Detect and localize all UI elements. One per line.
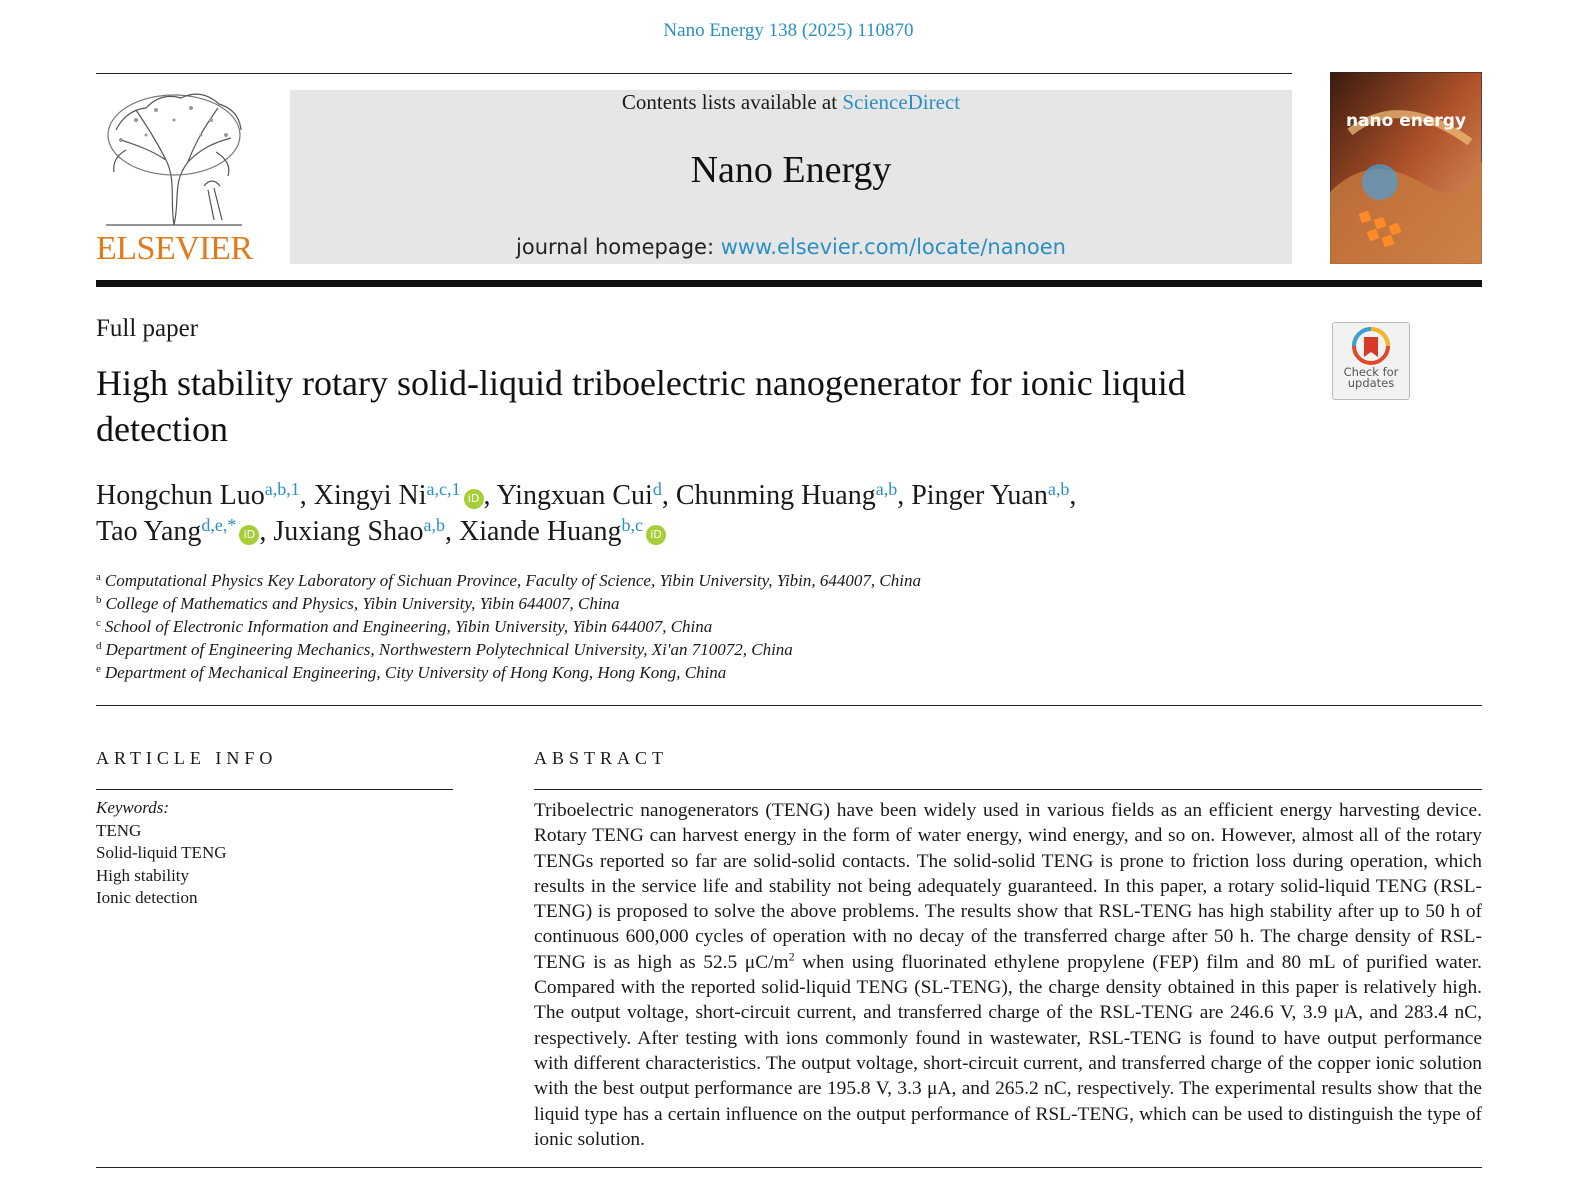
bottom-rule bbox=[96, 1167, 1482, 1168]
keywords-label: Keywords: bbox=[96, 798, 170, 817]
journal-reference[interactable]: Nano Energy 138 (2025) 110870 bbox=[663, 20, 914, 41]
author-affiliation-marks[interactable]: b,c bbox=[621, 515, 644, 535]
homepage-link[interactable]: www.elsevier.com/locate/nanoen bbox=[720, 235, 1066, 259]
affiliation-text: College of Mathematics and Physics, Yibin University, Yibin 644007, China bbox=[105, 594, 620, 613]
contents-prefix: Contents lists available at bbox=[621, 90, 843, 114]
header-top-rule bbox=[96, 73, 1292, 74]
author-name[interactable]: Pinger Yuan bbox=[911, 480, 1048, 511]
affiliation-item bbox=[96, 615, 1196, 638]
author-name[interactable]: Xiande Huang bbox=[459, 516, 622, 547]
orcid-icon[interactable]: iD bbox=[464, 489, 484, 509]
author-affiliation-marks[interactable]: a,b,1 bbox=[264, 479, 300, 499]
abstract-rule bbox=[534, 789, 1482, 790]
affiliation-key: e bbox=[96, 663, 101, 675]
keyword-item[interactable]: High stability bbox=[96, 865, 190, 885]
article-type: Full paper bbox=[96, 315, 199, 342]
abstract-text-part2: when using fluorinated ethylene propylene (FEP) film and 80 mL of purified water. Compared with the reported solid-liquid TENG (SL-TENG), the charge density obtained in this paper is relatively high. The output voltage, short-circuit current, and transferred charge of the RSL-TENG are 246.6 V, 3.9 μA, and 283.4 nC, respectively. After testing with ions commonly found in wastewater, RSL-TENG is found to have output performance with different characteristics. The output voltage, short-circuit current, and transferred charge of the copper ionic solution with the best output performance are 195.8 V, 3.3 μA, and 265.2 nC, respectively. The experimental results show that the liquid type has a certain influence on the output performance of RSL-TENG, which can be used to distinguish the type of ionic solution. bbox=[534, 951, 1482, 1150]
abstract-text-part1: Triboelectric nanogenerators (TENG) have been widely used in various fields as an efficient energy harvesting device. Rotary TENG can harvest energy in the form of water energy, wind energy, and so on. However, almost all of the rotary TENGs reported so far are solid-solid contacts. The solid-solid TENG is prone to friction loss during operation, which results in the service life and stability not being adequately guaranteed. In this paper, a rotary solid-liquid TENG (RSL-TENG) is proposed to solve the above problems. The results show that RSL-TENG has high stability after up to 50 h of continuous 600,000 cycles of operation with no decay of the transferred charge after 50 h. The charge density of RSL-TENG is as high as 52.5 μC/m bbox=[534, 800, 1482, 973]
article-title: High stability rotary solid-liquid triboelectric nanogenerator for ionic liquid detection bbox=[96, 363, 1186, 449]
affiliation-key: a bbox=[96, 571, 101, 583]
elsevier-wordmark: ELSEVIER bbox=[96, 230, 253, 267]
affiliation-item bbox=[96, 569, 1196, 592]
keywords-block bbox=[96, 797, 227, 910]
check-updates-line2: updates bbox=[1347, 376, 1395, 390]
author-affiliation-marks[interactable]: a,b bbox=[423, 515, 445, 535]
check-updates-icon bbox=[1333, 323, 1409, 369]
check-updates-line1: Check for bbox=[1343, 365, 1399, 379]
author-name[interactable]: Juxiang Shao bbox=[273, 516, 424, 547]
affiliation-key: c bbox=[96, 617, 101, 629]
header-thick-rule bbox=[96, 280, 1482, 287]
journal-cover-image[interactable] bbox=[1330, 72, 1482, 264]
journal-name: Nano Energy bbox=[690, 149, 892, 191]
abstract-heading: ABSTRACT bbox=[534, 748, 669, 768]
abstract-superscript: 2 bbox=[788, 949, 795, 964]
affiliation-key: d bbox=[96, 640, 102, 652]
author-name[interactable]: Xingyi Ni bbox=[313, 480, 427, 511]
affiliation-item bbox=[96, 638, 1196, 661]
affiliation-text: School of Electronic Information and Engineering, Yibin University, Yibin 644007, China bbox=[104, 617, 713, 636]
author-affiliation-marks[interactable]: a,c,1 bbox=[426, 479, 461, 499]
contents-line bbox=[290, 90, 1292, 115]
check-for-updates-label bbox=[1332, 367, 1410, 389]
tree-icon bbox=[96, 90, 252, 230]
affiliation-key: b bbox=[96, 594, 102, 606]
keyword-item[interactable]: TENG bbox=[96, 820, 142, 840]
keyword-item[interactable]: Ionic detection bbox=[96, 888, 198, 908]
affiliation-item bbox=[96, 661, 1196, 684]
keyword-item[interactable]: Solid-liquid TENG bbox=[96, 843, 227, 863]
author-name[interactable]: Yingxuan Cui bbox=[496, 480, 653, 511]
author-name[interactable]: Chunming Huang bbox=[675, 480, 876, 511]
author-affiliation-marks[interactable]: a,b bbox=[875, 479, 898, 499]
author-affiliation-marks[interactable]: d,e,* bbox=[201, 515, 237, 535]
affiliation-text: Computational Physics Key Laboratory of Sichuan Province, Faculty of Science, Yibin University, Yibin, 644007, China bbox=[104, 571, 921, 590]
affiliation-item bbox=[96, 592, 1196, 615]
author-name[interactable]: Tao Yang bbox=[96, 516, 202, 547]
homepage-line bbox=[290, 235, 1292, 259]
abstract-text bbox=[534, 798, 1482, 1152]
orcid-icon[interactable]: iD bbox=[646, 525, 666, 545]
author-affiliation-marks[interactable]: a,b bbox=[1047, 479, 1070, 499]
affiliation-text: Department of Engineering Mechanics, Northwestern Polytechnical University, Xi'an 710072, China bbox=[105, 640, 793, 659]
cover-title: nano energy bbox=[1345, 111, 1467, 131]
homepage-prefix: journal homepage: bbox=[516, 235, 721, 259]
affiliation-list bbox=[96, 569, 1196, 684]
sciencedirect-link[interactable]: ScienceDirect bbox=[842, 90, 961, 114]
article-info-rule bbox=[96, 789, 453, 790]
author-list: Hongchun Luo$^{a,b,1}$, Xingyi Ni$^{a,c,1}$ iD , Yingxuan Cui$^d$, Chunming Huang$^{a,b}$, Pinger Yuan$^{a,b}$, Tao Yang$^{d,e,*}$ iD , Juxiang Shao$^{a,b}$, Xiande Huang$^{b,c}$ iD bbox=[96, 479, 1077, 547]
article-info-heading: ARTICLE INFO bbox=[96, 748, 278, 768]
orcid-icon[interactable]: iD bbox=[239, 525, 259, 545]
section-divider bbox=[96, 705, 1482, 706]
affiliation-text: Department of Mechanical Engineering, City University of Hong Kong, Hong Kong, China bbox=[104, 663, 727, 682]
author-name[interactable]: Hongchun Luo bbox=[96, 480, 265, 511]
author-affiliation-marks[interactable]: d bbox=[652, 479, 662, 499]
